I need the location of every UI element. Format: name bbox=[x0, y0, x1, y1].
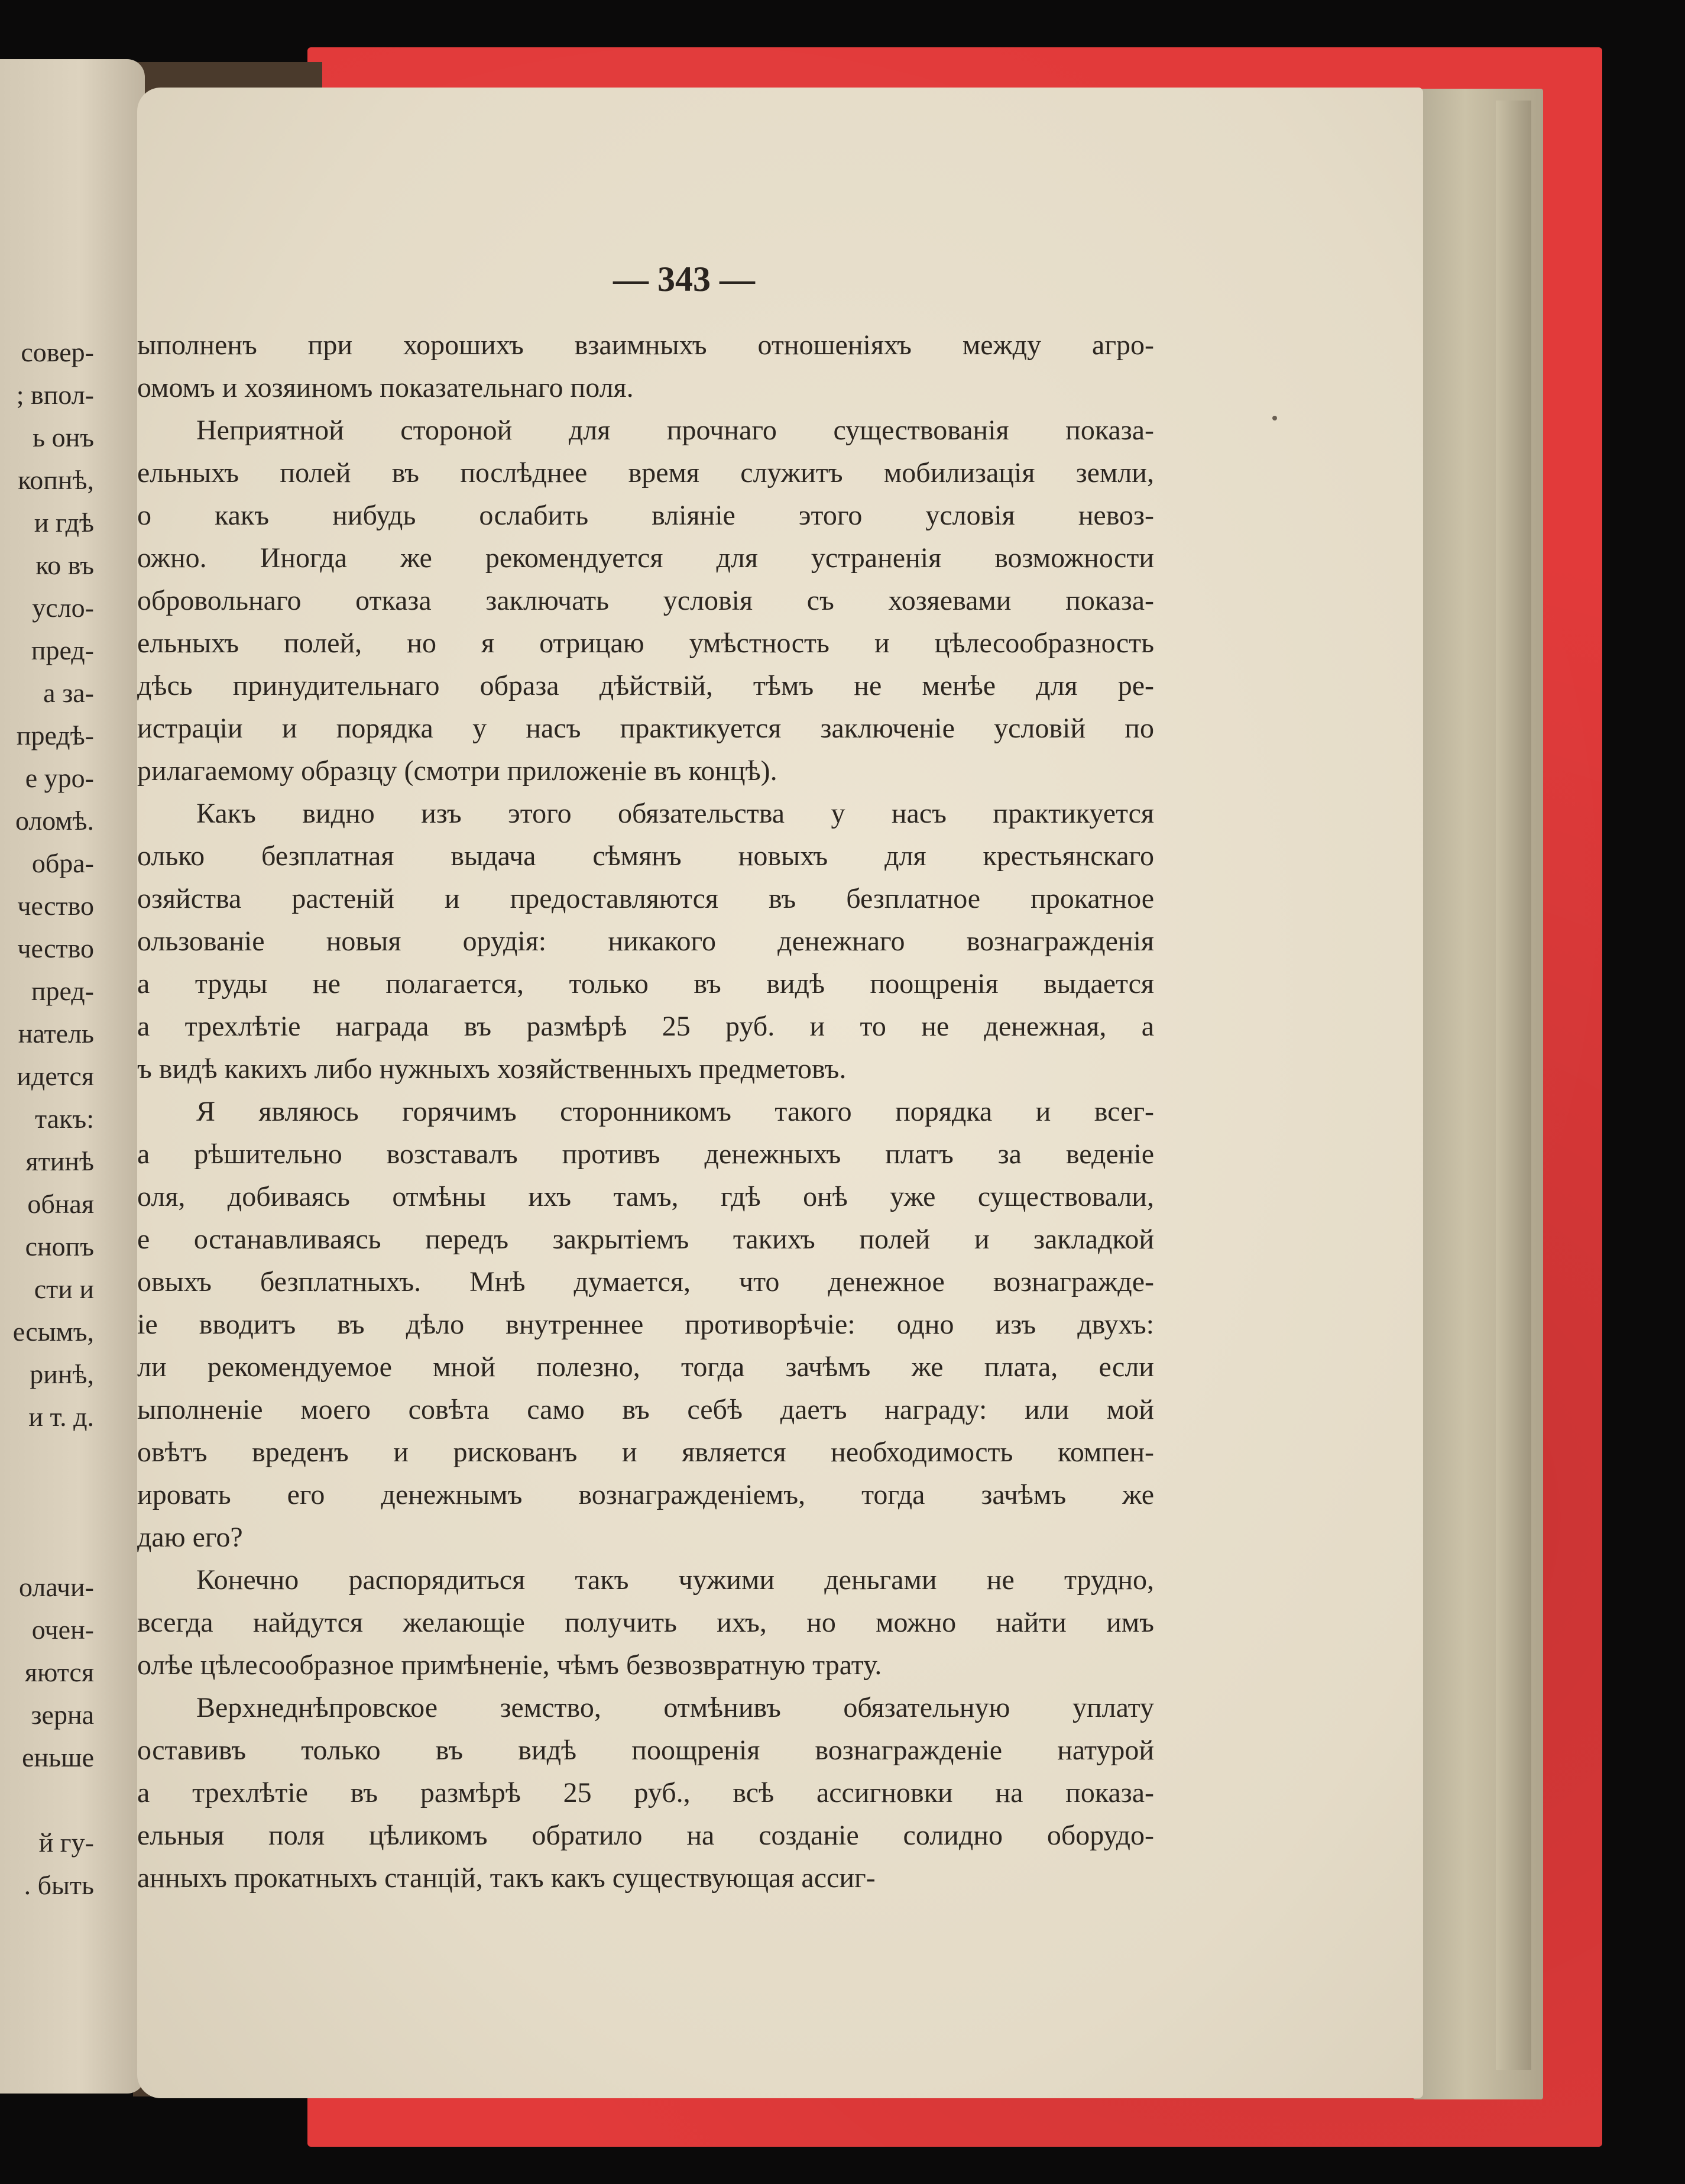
text-line: ыполненъ при хорошихъ взаимныхъ отношеніяхъ между агро- bbox=[137, 329, 1154, 361]
left-page-line: и т. д. bbox=[28, 1402, 94, 1432]
left-page-line: оломѣ. bbox=[15, 805, 94, 836]
text-line: о какъ нибудь ослабить вліяніе этого условія невоз- bbox=[137, 500, 1154, 531]
left-page-line: чество bbox=[17, 891, 94, 921]
left-page-line: ; впол- bbox=[16, 380, 94, 410]
text-line: Верхнеднѣпровское земство, отмѣнивъ обязательную уплату bbox=[196, 1692, 1154, 1723]
text-line: омомъ и хозяиномъ показательнаго поля. bbox=[137, 372, 634, 403]
text-line: іе вводитъ въ дѣло внутреннее противорѣчіе: одно изъ двухъ: bbox=[137, 1309, 1154, 1340]
text-line: оля, добиваясь отмѣны ихъ тамъ, гдѣ онѣ уже существовали, bbox=[137, 1181, 1154, 1212]
text-line: анныхъ прокатныхъ станцій, такъ какъ существующая ассиг- bbox=[137, 1862, 876, 1894]
left-page-line: снопъ bbox=[25, 1231, 94, 1261]
text-line: истраціи и порядка у насъ практикуется заключеніе условій по bbox=[137, 713, 1154, 744]
left-page-line: такъ: bbox=[35, 1104, 94, 1134]
text-line: олько безплатная выдача сѣмянъ новыхъ для крестьянскаго bbox=[137, 840, 1154, 872]
text-line: ъ видѣ какихъ либо нужныхъ хозяйственныхъ предметовъ. bbox=[137, 1053, 847, 1085]
text-line: ельныхъ полей, но я отрицаю умѣстность и цѣлесообразность bbox=[137, 627, 1154, 659]
text-line: а рѣшительно возставалъ противъ денежныхъ платъ за веденіе bbox=[137, 1138, 1154, 1170]
text-line: озяйства растеній и предоставляются въ безплатное прокатное bbox=[137, 883, 1154, 914]
text-line: а трехлѣтіе награда въ размѣрѣ 25 руб. и то не денежная, а bbox=[137, 1011, 1154, 1042]
left-page-line bbox=[0, 1779, 94, 1821]
left-page-line: сти и bbox=[34, 1274, 94, 1304]
left-page-line: обра- bbox=[31, 848, 94, 878]
left-page-line: пред- bbox=[31, 635, 94, 665]
left-page-line: копнѣ, bbox=[18, 465, 94, 495]
page-number: — 343 — bbox=[613, 260, 755, 299]
text-line: ожно. Иногда же рекомендуется для устраненія возможности bbox=[137, 542, 1154, 574]
text-line: оставивъ только въ видѣ поощренія вознагражденіе натурой bbox=[137, 1735, 1154, 1766]
text-line: Конечно распорядиться такъ чужими деньгами не трудно, bbox=[196, 1564, 1154, 1596]
left-page-line: олачи- bbox=[19, 1572, 94, 1602]
text-line: ельныхъ полей въ послѣднее время служитъ мобилизація земли, bbox=[137, 457, 1154, 488]
text-line: е останавливаясь передъ закрытіемъ такихъ полей и закладкой bbox=[137, 1224, 1154, 1255]
left-page-line: ь онъ bbox=[33, 422, 94, 452]
text-line: овѣтъ вреденъ и рискованъ и является необходимость компен- bbox=[137, 1436, 1154, 1468]
left-page-line: совер- bbox=[21, 337, 94, 367]
left-page-line: натель bbox=[18, 1018, 94, 1049]
left-page-line: ринѣ, bbox=[30, 1359, 94, 1389]
text-line: овыхъ безплатныхъ. Мнѣ думается, что денежное вознагражде- bbox=[137, 1266, 1154, 1298]
left-page-line: еньше bbox=[22, 1742, 94, 1772]
text-line: ельныя поля цѣликомъ обратило на созданіе солидно оборудо- bbox=[137, 1820, 1154, 1851]
left-page-line: й гу- bbox=[38, 1827, 94, 1858]
right-page bbox=[137, 88, 1423, 2098]
left-page-line: очен- bbox=[31, 1614, 94, 1645]
left-page-line: зерна bbox=[31, 1700, 94, 1730]
text-line: дѣсь принудительнаго образа дѣйствій, тѣмъ не менѣе для ре- bbox=[137, 670, 1154, 701]
text-line: ировать его денежнымъ вознагражденіемъ, тогда зачѣмъ же bbox=[137, 1479, 1154, 1510]
left-page-line: а за- bbox=[43, 678, 94, 708]
text-line: всегда найдутся желающіе получить ихъ, но можно найти имъ bbox=[137, 1607, 1154, 1638]
left-page-line bbox=[0, 1523, 94, 1566]
left-page-line: обная bbox=[27, 1189, 94, 1219]
left-page-line: чество bbox=[17, 933, 94, 963]
text-line: ыполненіе моего совѣта само въ себѣ даетъ награду: или мой bbox=[137, 1394, 1154, 1425]
text-line: даю его? bbox=[137, 1522, 243, 1553]
text-line: ли рекомендуемое мной полезно, тогда зачѣмъ же плата, если bbox=[137, 1351, 1154, 1383]
left-page-line: усло- bbox=[32, 593, 94, 623]
left-page-line: и гдѣ bbox=[34, 507, 94, 538]
left-page-line: ко въ bbox=[35, 550, 94, 580]
left-page-line bbox=[0, 1481, 94, 1523]
left-page-line: предѣ- bbox=[16, 720, 94, 750]
text-line: рилагаемому образцу (смотри приложеніе въ концѣ). bbox=[137, 755, 777, 787]
left-page-line: идется bbox=[17, 1061, 94, 1091]
text-line: а труды не полагается, только въ видѣ поощренія выдается bbox=[137, 968, 1154, 999]
left-page-line bbox=[0, 1438, 94, 1481]
text-line: обровольнаго отказа заключать условія съ хозяевами показа- bbox=[137, 585, 1154, 616]
left-page-line: е уро- bbox=[25, 763, 94, 793]
text-line: ользованіе новыя орудія: никакого денежнаго вознагражденія bbox=[137, 926, 1154, 957]
left-page-line: ятинѣ bbox=[25, 1146, 94, 1176]
page-body-text bbox=[137, 324, 1154, 1900]
text-line: Я являюсь горячимъ сторонникомъ такого порядка и всег- bbox=[196, 1096, 1154, 1127]
paper-speck bbox=[1272, 416, 1277, 420]
left-page-line: пред- bbox=[31, 976, 94, 1006]
text-line: Неприятной стороной для прочнаго существованія показа- bbox=[196, 415, 1154, 446]
text-line: олѣе цѣлесообразное примѣненіе, чѣмъ безвозвратную трату. bbox=[137, 1649, 882, 1681]
left-page-line: есымъ, bbox=[12, 1316, 94, 1347]
left-page-text bbox=[0, 331, 94, 1907]
left-page-line: . быть bbox=[24, 1870, 94, 1900]
left-page-line: яются bbox=[24, 1657, 94, 1687]
page-edges-inner bbox=[1496, 101, 1531, 2070]
left-page bbox=[0, 59, 145, 2094]
text-line: а трехлѣтіе въ размѣрѣ 25 руб., всѣ ассигновки на показа- bbox=[137, 1777, 1154, 1808]
text-line: Какъ видно изъ этого обязательства у насъ практикуется bbox=[196, 798, 1154, 829]
